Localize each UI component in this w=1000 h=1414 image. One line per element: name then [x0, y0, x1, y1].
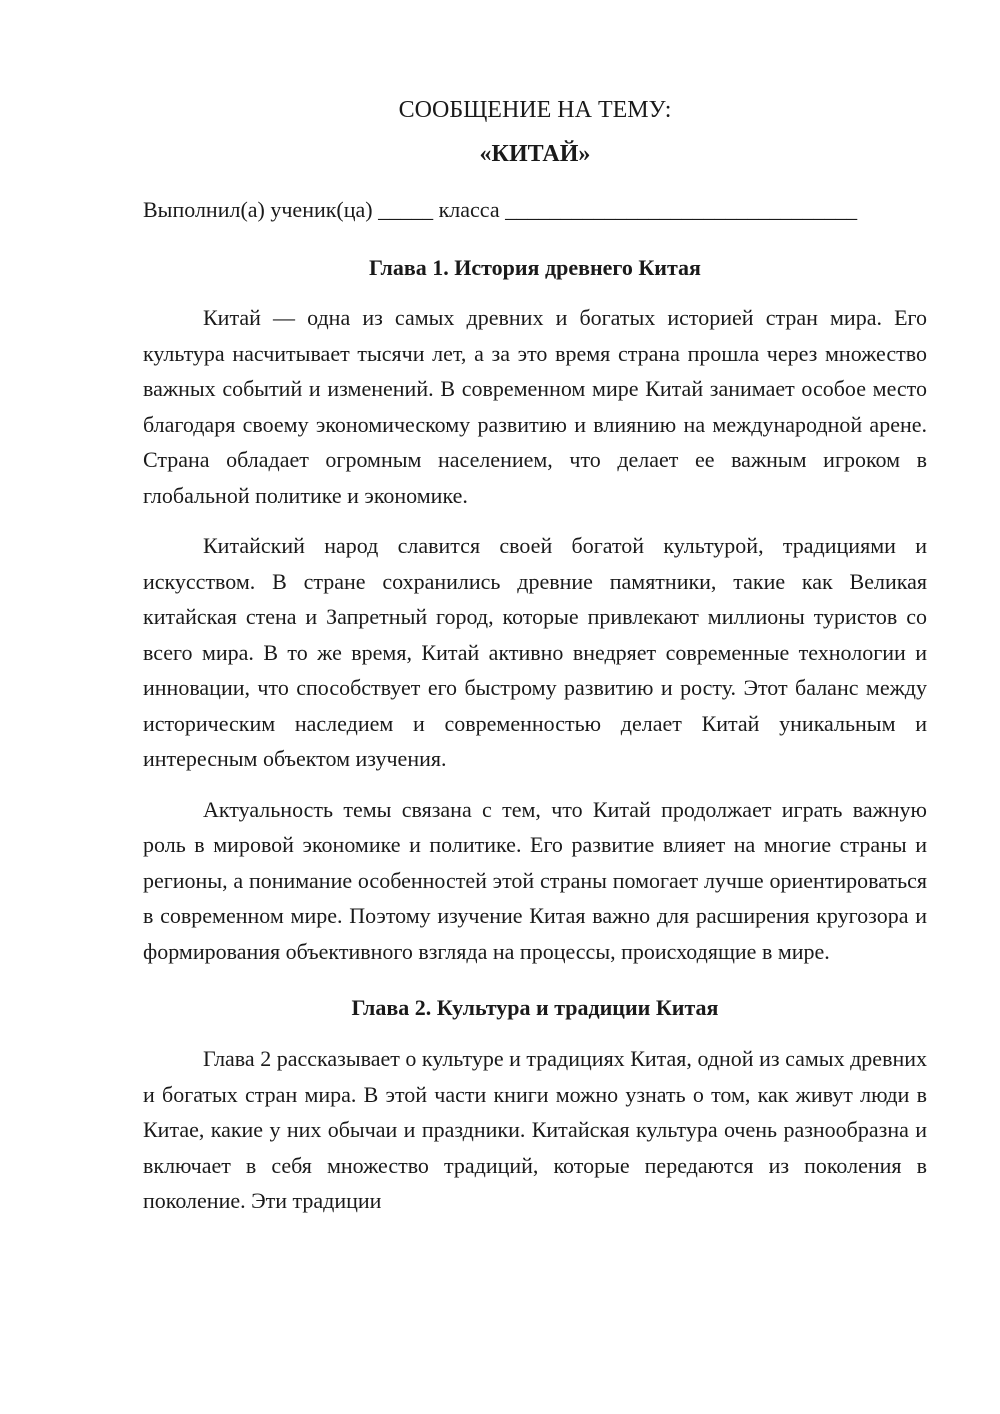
chapter-1-heading: Глава 1. История древнего Китая — [369, 255, 701, 280]
author-byline: Выполнил(а) ученик(ца) _____ класса ________________________________ — [143, 197, 858, 222]
chapter-2-heading: Глава 2. Культура и традиции Китая — [351, 995, 719, 1020]
chapter-2-paragraph-1: Глава 2 рассказывает о культуре и традициях Китая, одной из самых древних и богатых стран мира. В этой части книги можно узнать о том, как живут люди в Китае, какие у них обычаи и праздники. Китайская культура очень разнообразна и включает в себя множество традиций, которые передаются из поколения в поколение. Эти традиции — [143, 1046, 927, 1213]
document-title-line-1: СООБЩЕНИЕ НА ТЕМУ: — [398, 97, 672, 123]
document-title-line-2: «КИТАЙ» — [479, 141, 591, 167]
chapter-1-paragraph-1: Китай — одна из самых древних и богатых историей стран мира. Его культура насчитывает тысячи лет, а за это время страна прошла через множество важных событий и изменений. В современном мире Китай занимает особое место благодаря своему экономическому развитию и влиянию на международной арене. Страна обладает огромным населением, что делает ее важным игроком в глобальной политике и экономике. — [143, 305, 927, 508]
document-page — [143, 92, 927, 1219]
chapter-1-paragraph-2: Китайский народ славится своей богатой культурой, традициями и искусством. В стране сохранились древние памятники, такие как Великая китайская стена и Запретный город, которые привлекают миллионы туристов со всего мира. В то же время, Китай активно внедряет современные технологии и инновации, что способствует его быстрому развитию и росту. Этот баланс между историческим наследием и современностью делает Китай уникальным и интересным объектом изучения. — [143, 533, 927, 771]
chapter-1-paragraph-3: Актуальность темы связана с тем, что Китай продолжает играть важную роль в мировой экономике и политике. Его развитие влияет на многие страны и регионы, а понимание особенностей этой страны помогает лучше ориентироваться в современном мире. Поэтому изучение Китая важно для расширения кругозора и формирования объективного взгляда на процессы, происходящие в мире. — [143, 796, 927, 964]
